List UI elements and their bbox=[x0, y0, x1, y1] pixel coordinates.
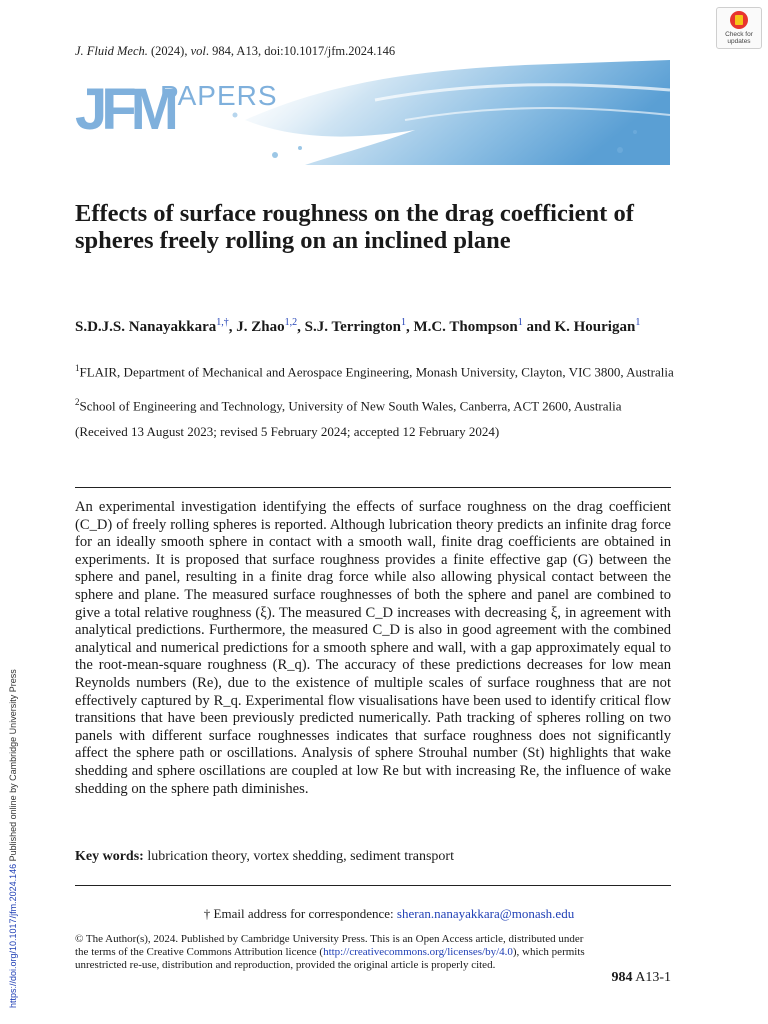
author: S.J. Terrington$^1$, bbox=[304, 317, 414, 335]
doi-link[interactable]: https://doi.org/10.1017/jfm.2024.146 bbox=[8, 863, 18, 1008]
affiliation: $^2$School of Engineering and Technology, University of New South Wales, Canberra, ACT 2600, Australia bbox=[75, 397, 622, 414]
author: J. Zhao$^{1,2}$, bbox=[236, 317, 305, 335]
author: M.C. Thompson$^1$ and bbox=[413, 317, 555, 335]
article-title: Effects of surface roughness on the drag coefficient of spheres freely rolling on an inclined plane bbox=[75, 200, 634, 254]
license-link[interactable]: http://creativecommons.org/licenses/by/4.0 bbox=[323, 946, 513, 958]
abstract: An experimental investigation identifying the effects of surface roughness on the drag coefficient (C_D) of freely rolling spheres is reported. Although lubrication theory predicts an infinite drag force for an ideally smooth sphere in contact with a smooth wall, finite drag coefficients are obtained in experiments. It is proposed that surface roughness provides a finite effective gap (G) between the sphere and panel, resulting in a finite drag force while also allowing physical contact between the sphere and plane. The measured surface roughnesses of both the sphere and panel are combined to give a total relative roughness (ξ). The measured C_D increases with decreasing ξ, in agreement with analytical predictions. Furthermore, the measured C_D is also in good agreement with the combined analytical and numerical predictions for a smooth sphere and wall, with a gap approximately equal to the root-mean-square roughness (R_q). The accuracy of these predictions decreases for low mean Reynolds numbers (Re), due to the existence of multiple scales of surface roughness that are not effectively captured by R_q. Experimental flow visualisations have been used to identify critical flow transitions that have been previously predicted numerically. Path tracking of spheres rolling on two panels with different surface roughnesses indicates that surface roughness does not significantly affect the sphere path or oscillations. Analysis of sphere Strouhal number (St) highlights that wake shedding and sphere oscillations are coupled at low Re but with increasing Re, the influence of wake shedding on the sphere path diminishes. bbox=[75, 499, 671, 797]
divider bbox=[75, 885, 671, 886]
check-for-updates-button[interactable]: Check for updates bbox=[716, 7, 762, 49]
correspondence-email: † Email address for correspondence: sheran.nanayakkara@monash.edu bbox=[203, 906, 575, 921]
received-dates: (Received 13 August 2023; revised 5 February 2024; accepted 12 February 2024) bbox=[75, 424, 500, 439]
author-list bbox=[75, 313, 675, 337]
license-notice: © The Author(s), 2024. Published by Cambridge University Press. This is an Open Access article, distributed under the terms of the Creative Commons Attribution licence (http://creativecommons.org/licenses/by/4.0), which permits unrestricted re-use, distribution and reproduction, provided the original article is properly cited. bbox=[75, 933, 585, 971]
page-number: 984 A13-1 bbox=[611, 970, 671, 985]
journal-citation: J. Fluid Mech. (2024), vol. 984, A13, doi:10.1017/jfm.2024.146 bbox=[75, 44, 396, 58]
section-label: PAPERS bbox=[160, 80, 278, 111]
email-link[interactable]: sheran.nanayakkara@monash.edu bbox=[396, 906, 575, 921]
author: K. Hourigan$^1$ bbox=[554, 317, 641, 335]
sidebar-publication-note: https://doi.org/10.1017/jfm.2024.146 Published online by Cambridge University Press bbox=[8, 669, 18, 1008]
crossmark-icon bbox=[730, 11, 748, 29]
affiliation: $^1$FLAIR, Department of Mechanical and Aerospace Engineering, Monash University, Clayton, VIC 3800, Australia bbox=[75, 363, 674, 380]
divider bbox=[75, 487, 671, 488]
author: S.D.J.S. Nanayakkara$^{1,\dagger}$, bbox=[75, 317, 237, 335]
keywords: Key words: lubrication theory, vortex shedding, sediment transport bbox=[75, 849, 454, 864]
jfm-logo: JFM bbox=[75, 77, 173, 142]
